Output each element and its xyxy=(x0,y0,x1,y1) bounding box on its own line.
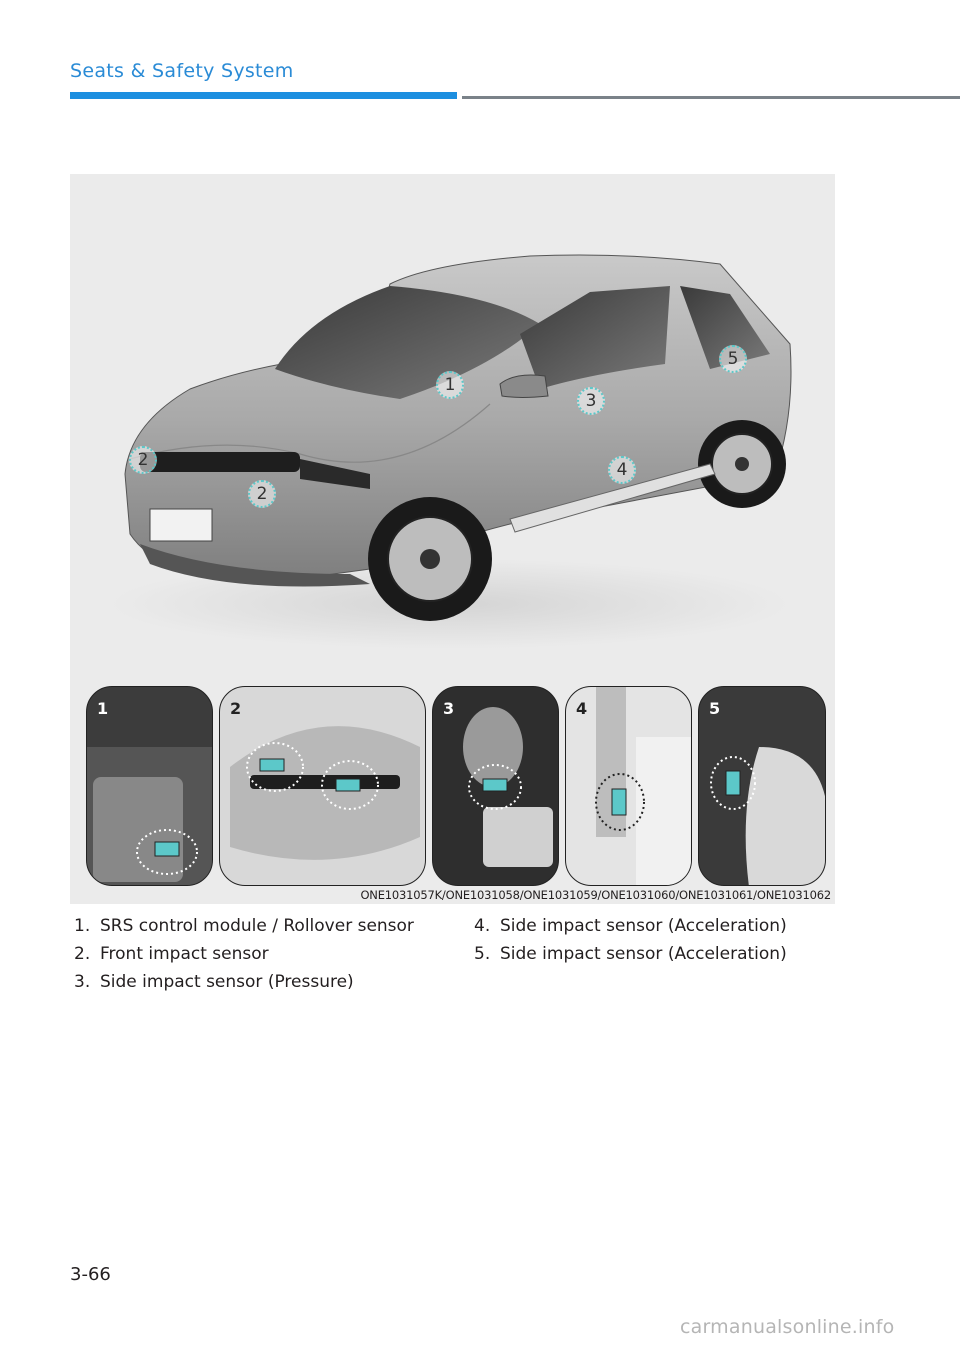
section-title: Seats & Safety System xyxy=(70,60,294,82)
page-number: 3-66 xyxy=(70,1264,111,1285)
detail-number-1: 1 xyxy=(97,699,109,718)
detail-panel-5 xyxy=(698,686,826,886)
legend-right xyxy=(474,912,787,968)
detail-panel-3 xyxy=(432,686,559,886)
watermark: carmanualsonline.info xyxy=(680,1316,895,1338)
callout-1: 1 xyxy=(436,371,464,399)
detail-panels xyxy=(86,686,826,886)
header-rule-blue xyxy=(70,92,457,99)
detail-number-3: 3 xyxy=(443,699,455,718)
legend-left xyxy=(74,912,414,996)
legend-item-2: 2. Front impact sensor xyxy=(74,944,269,964)
car-illustration xyxy=(70,174,835,674)
detail-number-4: 4 xyxy=(576,699,588,718)
legend-item-3: 3. Side impact sensor (Pressure) xyxy=(74,972,354,992)
front-bumper-illustration xyxy=(220,687,426,886)
legend-item-5: 5. Side impact sensor (Acceleration) xyxy=(474,944,787,964)
detail-panel-1 xyxy=(86,686,213,886)
callout-4: 4 xyxy=(608,456,636,484)
callout-2-center: 2 xyxy=(248,480,276,508)
detail-panel-4 xyxy=(565,686,692,886)
callout-3: 3 xyxy=(577,387,605,415)
detail-number-2: 2 xyxy=(230,699,242,718)
header-rule-gray xyxy=(462,96,960,99)
image-code: ONE1031057K/ONE1031058/ONE1031059/ONE1031060/ONE1031061/ONE1031062 xyxy=(360,888,831,902)
sensor-location-figure xyxy=(70,174,835,904)
detail-panel-2 xyxy=(219,686,426,886)
callout-5: 5 xyxy=(719,345,747,373)
legend-item-4: 4. Side impact sensor (Acceleration) xyxy=(474,916,787,936)
legend-item-1: 1. SRS control module / Rollover sensor xyxy=(74,916,414,936)
detail-number-5: 5 xyxy=(709,699,721,718)
callout-2-left: 2 xyxy=(129,446,157,474)
